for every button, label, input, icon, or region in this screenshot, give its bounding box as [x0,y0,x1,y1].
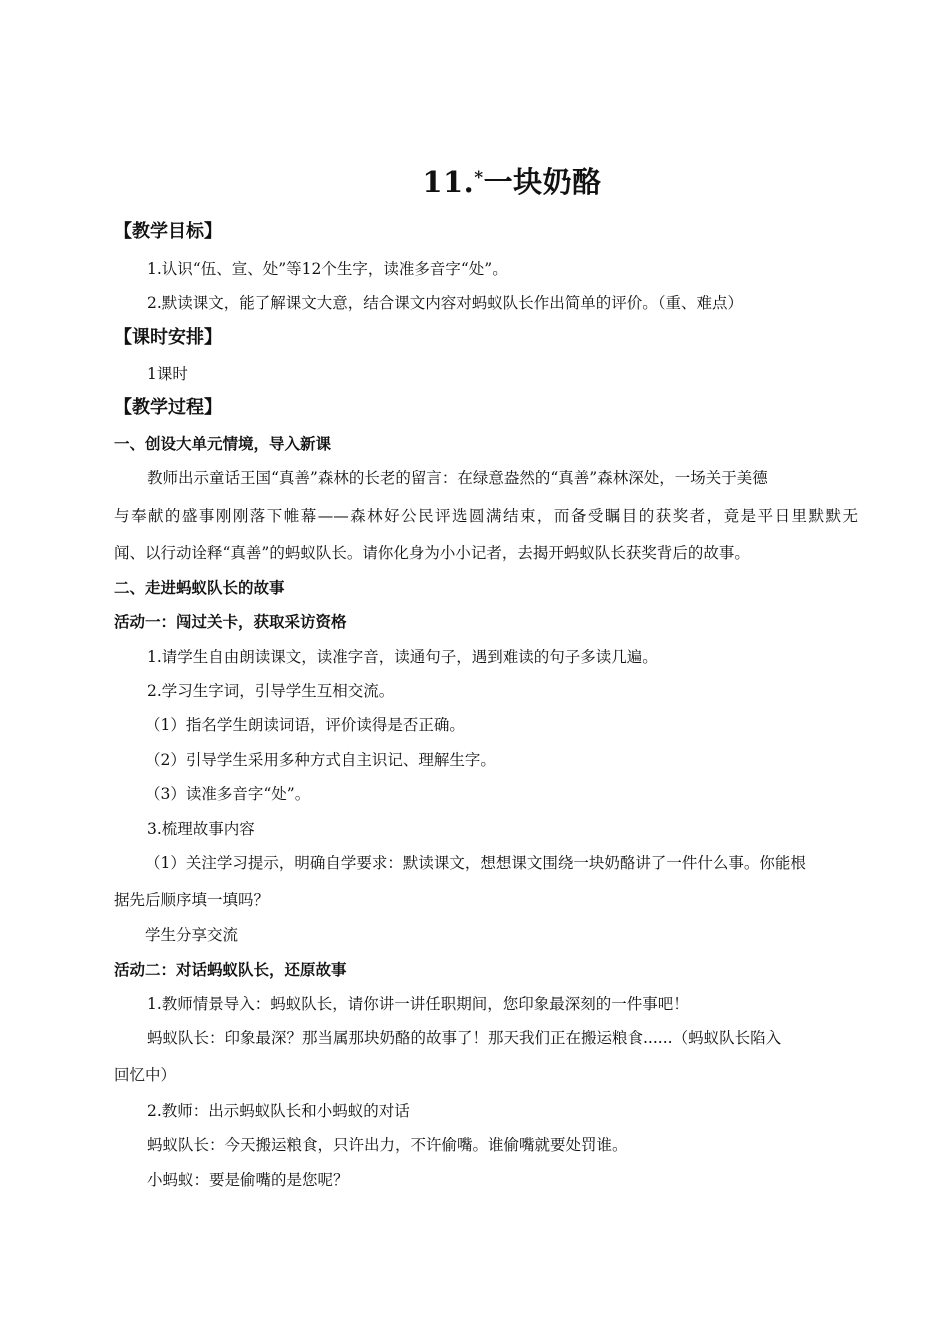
goals-heading: 【教学目标】 [114,221,222,242]
activity2-heading: 活动二：对话蚂蚁队长，还原故事 [114,960,347,979]
part1-heading: 一、创设大单元情境，导入新课 [114,434,332,453]
goal-1: 1.认识“伍、宣、处”等12个生字，读准多音字“处”。 [147,260,508,278]
activity1-item3-1-line2: 据先后顺序填一填吗？ [114,891,270,909]
activity1-item2: 2.学习生字词，引导学生互相交流。 [147,682,395,700]
activity1-item2-1: （1）指名学生朗读词语，评价读得是否正确。 [145,716,465,734]
lesson-title [0,160,950,201]
optional-lesson-star: * [474,168,484,188]
process-heading: 【教学过程】 [114,397,222,418]
captain-line1-part1: 蚂蚁队长：印象最深？那当属那块奶酪的故事了！那天我们正在搬运粮食......（蚂蚁队长陷入 [147,1029,782,1047]
part2-heading: 二、走进蚂蚁队长的故事 [114,578,285,597]
activity1-share: 学生分享交流 [145,926,239,944]
activity1-item2-2: （2）引导学生采用多种方式自主识记、理解生字。 [145,751,496,769]
activity1-item3: 3.梳理故事内容 [147,820,255,838]
part1-paragraph-line1: 教师出示童话王国“真善”森林的长老的留言：在绿意盎然的“真善”森林深处，一场关于美德 [147,469,768,487]
part1-paragraph-line2: 与奉献的盛事刚刚落下帷幕——森林好公民评选圆满结束，而备受瞩目的获奖者，竟是平日里默默无 [114,507,858,525]
captain-line1-part2: 回忆中） [114,1066,177,1084]
schedule-text: 1课时 [147,365,188,383]
activity1-item3-1-line1: （1）关注学习提示，明确自学要求：默读课文，想想课文围绕一块奶酪讲了一件什么事。你能根 [145,854,806,872]
small-ant-line: 小蚂蚁：要是偷嘴的是您呢？ [147,1171,349,1189]
goal-2: 2.默读课文，能了解课文大意，结合课文内容对蚂蚁队长作出简单的评价。（重、难点） [147,294,744,312]
activity1-item2-3: （3）读准多音字“处”。 [145,785,311,803]
activity2-item2: 2.教师：出示蚂蚁队长和小蚂蚁的对话 [147,1102,410,1120]
lesson-name: 一块奶酪 [483,165,602,199]
activity2-item1: 1.教师情景导入：蚂蚁队长，请你讲一讲任职期间，您印象最深刻的一件事吧！ [147,995,689,1013]
activity1-heading: 活动一：闯过关卡，获取采访资格 [114,612,347,631]
lesson-number: 11. [422,165,475,199]
schedule-heading: 【课时安排】 [114,327,222,348]
captain-line2: 蚂蚁队长：今天搬运粮食，只许出力，不许偷嘴。谁偷嘴就要处罚谁。 [147,1136,628,1154]
activity1-item1: 1.请学生自由朗读课文，读准字音，读通句子，遇到难读的句子多读几遍。 [147,648,658,666]
part1-paragraph-line3: 闻、以行动诠释“真善”的蚂蚁队长。请你化身为小小记者，去揭开蚂蚁队长获奖背后的故事。 [114,544,750,562]
